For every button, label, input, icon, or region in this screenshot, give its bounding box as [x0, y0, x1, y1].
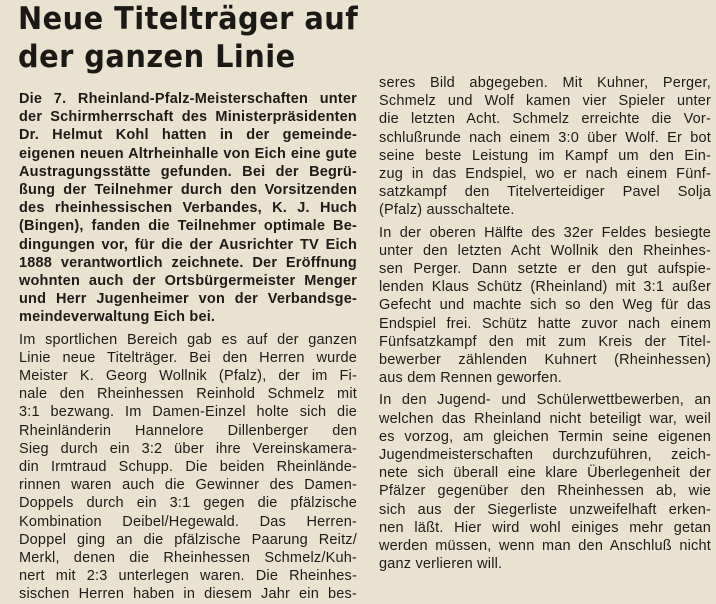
- left-column: [19, 90, 357, 604]
- text-line: seres Bild abgegeben. Mit Kuhner, Perger,: [379, 75, 711, 91]
- text-line: din Irmtraud Schupp. Die beiden Rheinlände-: [19, 459, 357, 476]
- body-paragraph: [379, 391, 711, 573]
- text-line: wohnten auch der Ortsbürgermeister Menger: [19, 273, 357, 290]
- article-headline: [18, 0, 359, 76]
- text-line: meindeverwaltung Eich bei.: [19, 309, 216, 326]
- text-line: In der oberen Hälfte des 32er Feldes besiegte: [379, 224, 711, 241]
- text-line: Die 7. Rheinland-Pfalz-Meisterschaften unter: [19, 91, 357, 107]
- text-line: Jugendmeisterschaften durchzuführen, zeich-: [379, 447, 711, 464]
- text-line: Rheinländerin Hannelore Dillenberger den: [19, 422, 357, 439]
- text-line: bewerber zählenden Kuhnert (Rheinhessen): [379, 352, 711, 369]
- text-line: zug in das Endspiel, wo er nach einem Fünf-: [379, 166, 711, 183]
- text-line: 3:1 bezwang. Im Damen-Einzel holte sich die: [19, 404, 357, 421]
- text-line: der Schirmherrschaft des Ministerpräsidenten: [19, 109, 357, 126]
- text-line: werden müssen, wenn man den Anschluß nicht: [379, 538, 711, 555]
- text-line: ßung der Teilnehmer durch den Vorsitzenden: [19, 182, 357, 199]
- text-line: Endspiel frei. Schütz hatte zuvor nach einem: [379, 315, 711, 332]
- text-line: Sieg durch ein 3:2 über ihre Vereinskamera-: [19, 440, 357, 457]
- body-paragraph: [19, 331, 357, 604]
- text-line: Pfälzer gegenüber den Rheinhessen ab, wie: [379, 483, 711, 500]
- text-line: nert mit 2:3 unterlegen waren. Die Rheinhes-: [19, 568, 357, 585]
- right-column: [379, 74, 711, 573]
- text-line: Doppels durch ein 3:1 gegen die pfälzische: [19, 495, 357, 512]
- text-line: sischen Herren haben in diesem Jahr ein bes-: [19, 586, 357, 603]
- text-line: ganz verlieren will.: [379, 556, 503, 573]
- text-line: seine beste Leistung im Kampf um den Ein-: [379, 147, 711, 164]
- text-line: 1888 verantwortlich zeichnete. Der Eröffnung: [19, 254, 357, 271]
- body-paragraph: [379, 74, 711, 220]
- text-line: nen läßt. Hier wird wohl einiges mehr getan: [379, 519, 711, 536]
- text-line: sen Perger. Dann setzte er den gut aufspie-: [379, 261, 711, 278]
- text-line: lenden Klaus Schütz (Rheinland) mit 3:1 außer: [379, 279, 711, 296]
- text-line: Gefecht und machte sich so den Weg für das: [379, 297, 711, 314]
- text-line: die letzten Acht. Schmelz erreichte die Vor-: [379, 111, 711, 128]
- text-line: aus dem Rennen geworfen.: [379, 370, 562, 387]
- text-line: Austragungsstätte gefunden. Bei der Begrü-: [19, 163, 357, 180]
- text-line: (Pfalz) ausschaltete.: [379, 202, 515, 219]
- text-line: rinnen waren auch die Gewinner des Damen-: [19, 477, 357, 494]
- text-line: Kombination Deibel/Hegewald. Das Herren-: [19, 513, 357, 530]
- headline-line: der ganzen Linie: [18, 39, 296, 75]
- lead-paragraph: [19, 90, 357, 327]
- text-line: dingungen vor, für die der Ausrichter TV Eich: [19, 236, 357, 253]
- text-line: nete sich überall eine klare Überlegenheit der: [379, 465, 711, 482]
- text-line: unter den letzten Acht Wollnik den Rheinhes-: [379, 242, 711, 259]
- text-line: satzkampf den Titelverteidiger Pavel Solja: [379, 184, 711, 201]
- text-line: eigenen neuen Altrheinhalle von Eich eine gute: [19, 145, 357, 162]
- text-line: Im sportlichen Bereich gab es auf der ganzen: [19, 331, 357, 348]
- text-line: und Herr Jugenheimer von der Verbandsge-: [19, 291, 357, 308]
- text-line: sich aus der Siegerliste unzweifelhaft erken-: [379, 501, 711, 518]
- text-line: welchen das Rheinland nicht beteiligt war, weil: [379, 410, 711, 427]
- text-line: nale den Rheinhessen Reinhold Schmelz mit: [19, 386, 357, 403]
- text-line: (Bingen), fanden die Teilnehmer optimale Be-: [19, 218, 357, 235]
- text-line: Dr. Helmut Kohl hatten in der gemeinde-: [19, 127, 357, 144]
- text-line: Schmelz und Wolf kamen vier Spieler unter: [379, 93, 711, 110]
- headline-line: Neue Titelträger auf: [18, 1, 359, 37]
- text-line: des rheinhessischen Verbandes, K. J. Huch: [19, 200, 357, 217]
- text-line: Merkl, denen die Rheinhessen Schmelz/Kuh-: [19, 550, 357, 567]
- text-line: Doppel ging an die pfälzische Paarung Reitz/: [19, 531, 357, 548]
- body-paragraph: [379, 224, 711, 388]
- text-line: In den Jugend- und Schülerwettbewerben, an: [379, 392, 711, 409]
- text-line: es vorzog, am gleichen Termin seine eigenen: [379, 428, 711, 445]
- text-line: Fünfsatzkampf den mit zum Kreis der Titel-: [379, 333, 711, 350]
- text-line: Linie neue Titelträger. Bei den Herren wurde: [19, 349, 357, 366]
- text-line: schlußrunde nach einem 3:0 über Wolf. Er bot: [379, 129, 711, 146]
- text-line: Meister K. Georg Wollnik (Pfalz), der im Fi-: [19, 368, 357, 385]
